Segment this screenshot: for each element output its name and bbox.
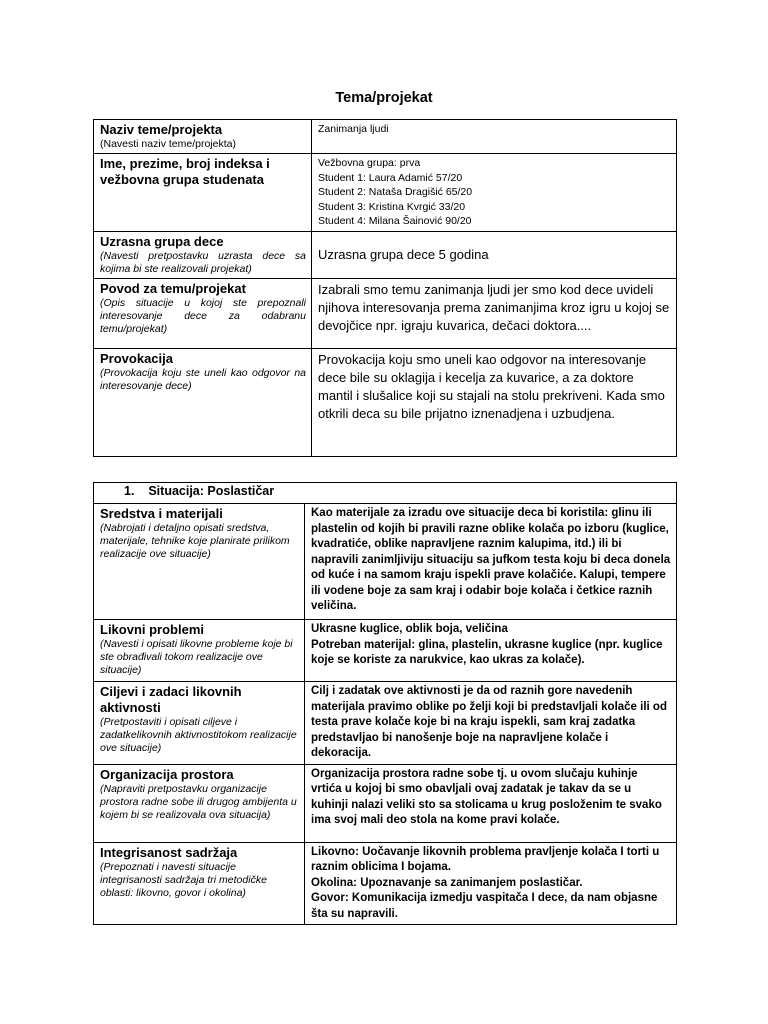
goals-value: Cilj i zadatak ove aktivnosti je da od raznih gore navedenih materijala pravimo oblike po želji koji bi predstavljali kolače ili od testa prave kolače koje bi na kraju ispekli, sam kraj zadatka predstavljao bi nanošenje boje na napravljene kolače i dekoracija. bbox=[311, 685, 667, 759]
table-value-cell bbox=[312, 349, 677, 457]
list-item: Vežbovna grupa: prva bbox=[318, 157, 421, 169]
situation-heading bbox=[94, 483, 677, 504]
art-problems-label: Likovni problemi bbox=[100, 622, 205, 637]
table-label-cell bbox=[94, 120, 312, 154]
art-problems-hint: (Navesti i opisati likovne probleme koje bi ste obrađivali tokom realizacije ove situacije) bbox=[100, 638, 293, 676]
integration-label: Integrisanost sadržaja bbox=[100, 844, 238, 860]
table-row bbox=[94, 349, 677, 457]
table-label-cell bbox=[94, 279, 312, 349]
table-label-cell bbox=[94, 842, 305, 925]
reason-value: Izabrali smo temu zanimanja ljudi jer smo kod dece uvideli njihova interesovanja prema zanimanjima kroz igru u kojoj se devojčice npr. igraju kuvarica, dečaci doktora.... bbox=[318, 282, 670, 333]
table-value-cell bbox=[305, 620, 677, 682]
table-value-cell bbox=[312, 232, 677, 279]
table-row bbox=[94, 682, 677, 765]
table-label-cell bbox=[94, 349, 312, 457]
table-value-cell bbox=[305, 842, 677, 925]
page-title: Tema/projekat bbox=[335, 90, 433, 106]
reason-label: Povod za temu/projekat bbox=[100, 281, 246, 296]
table-row bbox=[94, 279, 677, 349]
table-value-cell bbox=[305, 682, 677, 765]
table-row bbox=[94, 483, 677, 504]
table-row bbox=[94, 120, 677, 154]
art-problems-value: Ukrasne kuglice, oblik boja, veličina Potreban materijal: glina, plastelin, ukrasne kuglice (npr. kuglice koje se koriste za narukvice, kao ukras za kolače). bbox=[311, 623, 663, 666]
table-label-cell bbox=[94, 764, 305, 842]
table-label-cell bbox=[94, 682, 305, 765]
students-label: Ime, prezime, broj indeksa i vežbovna grupa studenata bbox=[100, 156, 270, 187]
table-row bbox=[94, 842, 677, 925]
students-list bbox=[318, 156, 671, 229]
table-row bbox=[94, 620, 677, 682]
goals-label: Ciljevi i zadaci likovnih aktivnosti bbox=[100, 684, 242, 715]
table-row bbox=[94, 154, 677, 232]
list-item: Student 3: Kristina Kvrgić 33/20 bbox=[318, 200, 466, 213]
table-row bbox=[94, 764, 677, 842]
age-group-label: Uzrasna grupa dece bbox=[100, 234, 224, 249]
space-organization-value: Organizacija prostora radne sobe tj. u ovom slučaju kuhinje vrtića u kojoj bi smo obavljali ovaj zadatak je takav da se u kuhinji nalazi veliki sto sa stolicama u krug posloženim te svako ima svoj mali deo stola na kome pravi kolače. bbox=[311, 767, 662, 826]
project-info-table bbox=[93, 119, 677, 457]
situation-table bbox=[93, 482, 677, 925]
space-organization-label: Organizacija prostora bbox=[100, 766, 234, 782]
integration-value: Likovno: Uočavanje likovnih problema pravljenje kolača I torti u raznim oblicima I bojama. Okolina: Upoznavanje sa zanimanjem poslastičar. Govor: Komunikacija izmedju vaspitača I dece, da nam objasne šta su napravili. bbox=[311, 845, 660, 920]
table-row bbox=[94, 504, 677, 620]
provocation-value: Provokacija koju smo uneli kao odgovor na interesovanje dece bile su oklagija i kecelja za kuvarice, a za doktore mantil i slušalice koji su stajali na stolu prekriveni. Kada smo otkrili deca su bile prijatno iznenadjena i uzbudjena. bbox=[318, 352, 665, 421]
age-group-hint: (Navesti pretpostavku uzrasta dece sa kojima bi ste realizovali projekat) bbox=[100, 250, 306, 275]
situation-heading-number: 1. bbox=[124, 484, 135, 498]
list-item: Student 4: Milana Šainović 90/20 bbox=[318, 215, 472, 227]
list-item: Student 2: Nataša Dragišić 65/20 bbox=[318, 186, 473, 198]
materials-label: Sredstva i materijali bbox=[100, 506, 223, 521]
provocation-hint: (Provokacija koju ste uneli kao odgovor na interesovanje dece) bbox=[100, 367, 306, 392]
project-name-label: Naziv teme/projekta bbox=[100, 122, 223, 137]
materials-hint: (Nabrojati i detaljno opisati sredstva, materijale, tehnike koje planirate prilikom realizacije ove situacije) bbox=[100, 522, 290, 560]
reason-hint: (Opis situacije u kojoj ste prepoznali interesovanje dece za odabranu temu/projekat) bbox=[100, 297, 306, 335]
situation-heading-text: Situacija: Poslastičar bbox=[148, 484, 275, 498]
project-name-value: Zanimanja ljudi bbox=[318, 123, 389, 135]
table-label-cell bbox=[94, 504, 305, 620]
space-organization-hint: (Napraviti pretpostavku organizacije prostora radne sobe ili drugog ambijenta u kojem bi se realizovala ova situacija) bbox=[100, 782, 297, 821]
table-value-cell bbox=[312, 279, 677, 349]
table-label-cell bbox=[94, 620, 305, 682]
table-value-cell bbox=[305, 764, 677, 842]
provocation-label: Provokacija bbox=[100, 351, 173, 366]
table-row bbox=[94, 232, 677, 279]
age-group-value: Uzrasna grupa dece 5 godina bbox=[318, 247, 489, 262]
table-value-cell bbox=[305, 504, 677, 620]
table-value-cell bbox=[312, 154, 677, 232]
table-label-cell bbox=[94, 154, 312, 232]
table-value-cell bbox=[312, 120, 677, 154]
list-item: Student 1: Laura Adamić 57/20 bbox=[318, 171, 463, 184]
project-name-hint: (Navesti naziv teme/projekta) bbox=[100, 138, 236, 150]
integration-hint: (Prepoznati i navesti situacije integrisanosti sadržaja tri metodičke oblasti: likovno, govor i okolina) bbox=[100, 860, 267, 899]
table-label-cell bbox=[94, 232, 312, 279]
materials-value: Kao materijale za izradu ove situacije deca bi koristila: glinu ili plastelin od kojih bi pravili razne oblike kolača po izboru (kuglice, kvadratiće, oblike napravljene raznim kalupima, itd.) ili bi napravili zanimljiviju situaciju sa jufkom testa koju bi deca donela od kuće i na samom kraju ispekli prave kolačiće. Kalupi, tempere ili vodene boje za sam kraj i odabir boje kolača i četkice raznih veličina. bbox=[311, 507, 671, 612]
goals-hint: (Pretpostaviti i opisati ciljeve i zadatkelikovnih aktivnostitokom realizacije ove situacije) bbox=[100, 716, 297, 754]
